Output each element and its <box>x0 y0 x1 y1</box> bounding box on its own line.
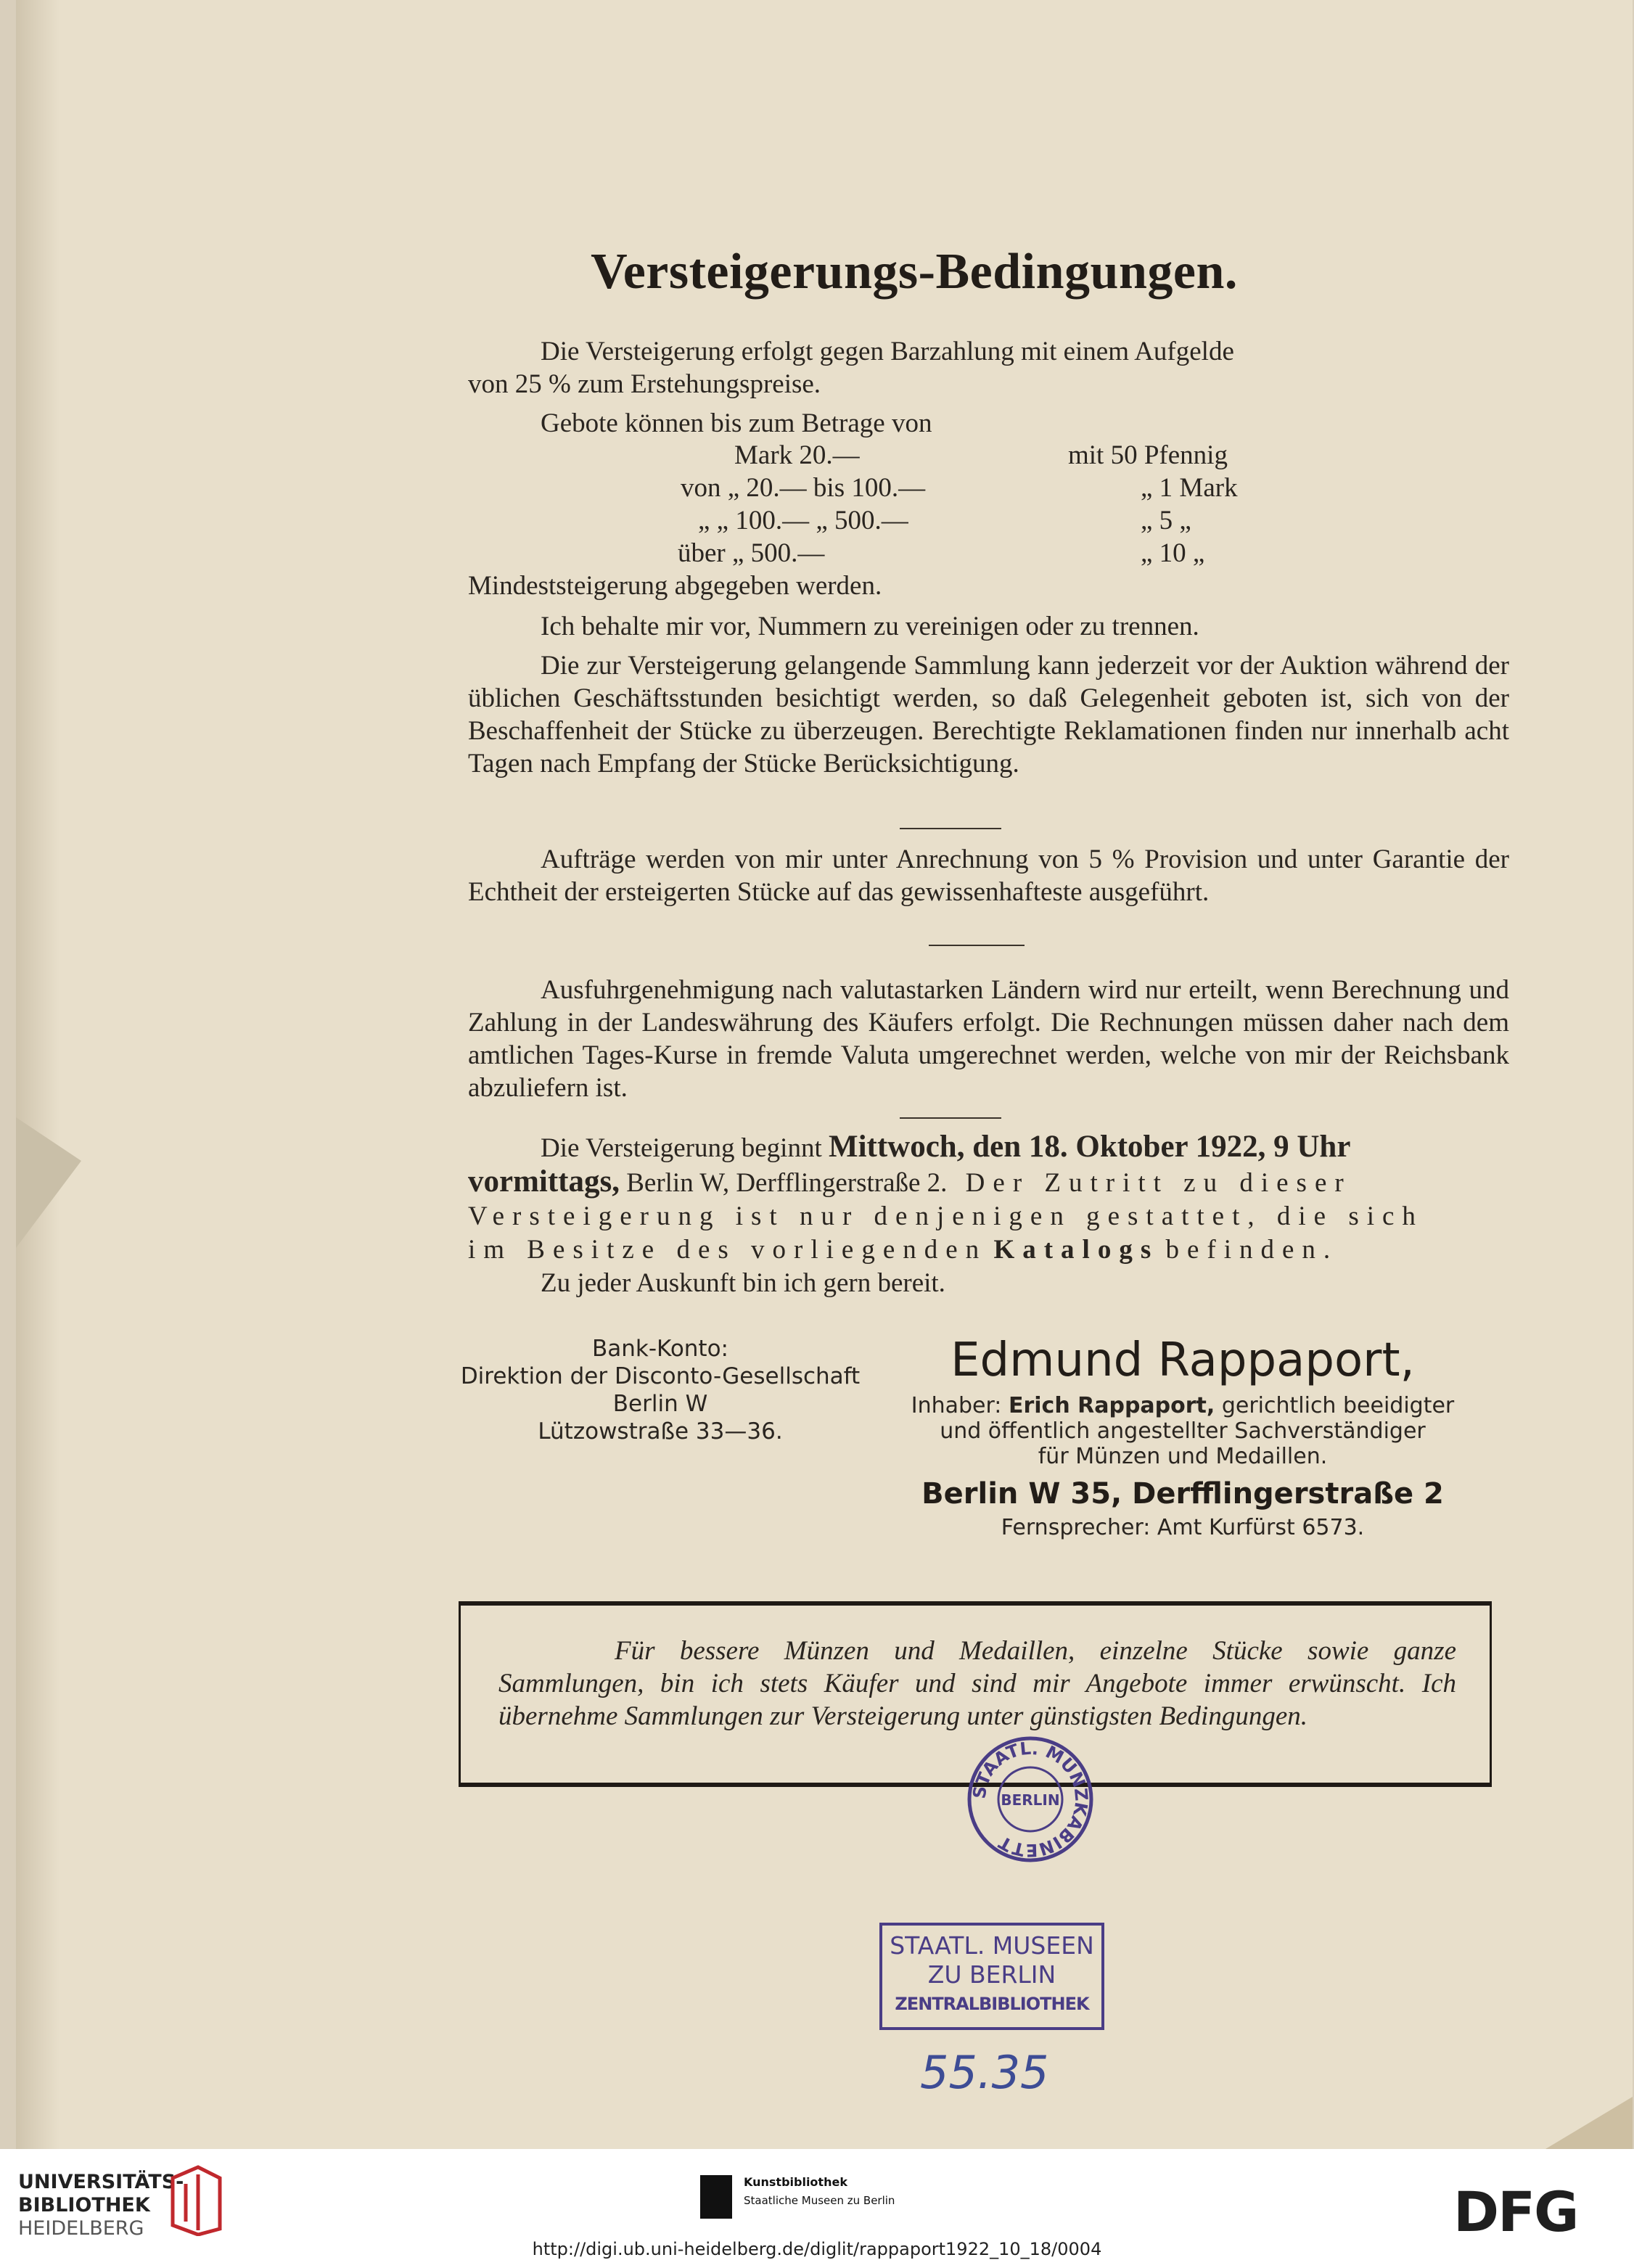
gebote-outro: Mindeststeigerung abgegeben werden. <box>468 571 882 601</box>
muenzkabinett-stamp-icon <box>965 1734 1096 1865</box>
intro-paragraph <box>468 335 1509 400</box>
firm-address: Berlin W 35, Derfflingerstraße 2 <box>921 1477 1444 1511</box>
bid-row-1-step: mit 50 Pfennig <box>1068 440 1228 470</box>
uni-heidelberg-logo[interactable] <box>18 2171 184 2240</box>
uni-line-3: HEIDELBERG <box>18 2217 144 2240</box>
owner-title-2: und öffentlich angestellter Sachverständiger <box>940 1418 1426 1444</box>
separator-rule <box>900 1117 1001 1119</box>
auction-date: Mittwoch, den 18. Oktober 1922, 9 Uhr <box>828 1130 1351 1164</box>
bank-street: Lützowstraße 33—36. <box>538 1418 783 1445</box>
stamp-rect-line-2: ZU BERLIN <box>927 1960 1056 1989</box>
stamp-rect-line-1: STAATL. MUSEEN <box>890 1931 1094 1960</box>
stamp-center-text: BERLIN <box>1001 1791 1060 1809</box>
intro-line-2: von 25 % zum Erstehungspreise. <box>468 369 821 399</box>
permalink-url[interactable]: http://digi.ub.uni-heidelberg.de/diglit/rappaport1922_10_18/0004 <box>532 2239 1102 2259</box>
firm-phone: Fernsprecher: Amt Kurfürst 6573. <box>1001 1515 1365 1540</box>
uni-library-book-icon <box>165 2164 227 2236</box>
beginn-line-3: Versteigerung ist nur denjenigen gestattet, die sich <box>468 1201 1424 1231</box>
kb-name: Kunstbibliothek <box>744 2175 847 2189</box>
beginn-katalog: Katalogs <box>993 1235 1159 1265</box>
folded-corner <box>1545 2097 1633 2149</box>
auskunft-line: Zu jeder Auskunft bin ich gern bereit. <box>541 1268 945 1298</box>
purchase-notice-text: Für bessere Münzen und Medaillen, einzelne Stücke sowie ganze Sammlungen, bin ich stets Käufer und sind mir Angebote immer erwünscht. Ich übernehme Sammlungen zur Versteigerung unter günstigsten Bedingungen. <box>498 1636 1456 1731</box>
owner-label: Inhaber: <box>911 1393 1002 1418</box>
owner-title: gerichtlich beeidigter <box>1221 1393 1455 1418</box>
vorbehalt-text: Ich behalte mir vor, Nummern zu vereinigen oder zu trennen. <box>541 612 1199 641</box>
paragraph-auftraege: Aufträge werden von mir unter Anrechnung von 5 % Provision und unter Garantie der Echtheit der ersteigerten Stücke auf das gewissenhafteste ausgeführt. <box>468 845 1509 907</box>
dfg-logo[interactable]: DFG <box>1453 2179 1578 2244</box>
beginn-line-2 <box>468 1165 1509 1200</box>
bid-row-4-step: „ 10 „ <box>1141 538 1205 568</box>
owner-specialty: für Münzen und Medaillen. <box>1038 1444 1328 1469</box>
bank-account-block <box>457 1335 863 1445</box>
firm-owner-block <box>878 1393 1487 1469</box>
separator-rule <box>929 945 1025 946</box>
bank-label: Bank-Konto: <box>591 1336 728 1362</box>
owner-name: Erich Rappaport, <box>1008 1393 1215 1418</box>
bid-row-4-range: über „ 500.— <box>678 538 825 568</box>
uni-line-1: UNIVERSITÄTS- <box>18 2171 184 2193</box>
kb-sub: Staatliche Museen zu Berlin <box>744 2194 895 2207</box>
bid-row-1-range: Mark 20.— <box>734 440 860 470</box>
auction-time: vormittags, <box>468 1164 620 1199</box>
beginn-text: Die Versteigerung beginnt <box>541 1133 822 1163</box>
beginn-line-4 <box>468 1233 1509 1267</box>
bank-city: Berlin W <box>612 1391 708 1417</box>
footer-bar <box>0 2149 1634 2268</box>
intro-line-1: Die Versteigerung erfolgt gegen Barzahlung mit einem Aufgelde <box>541 337 1234 366</box>
uni-line-2: BIBLIOTHEK <box>18 2194 150 2216</box>
beginn-besitz: im Besitze des vorliegenden <box>468 1235 988 1265</box>
torn-edge <box>16 1117 81 1248</box>
bid-row-2-range: von „ 20.— bis 100.— <box>681 473 926 503</box>
paragraph-ausfuhr: Ausfuhrgenehmigung nach valutastarken Ländern wird nur erteilt, wenn Berechnung und Zahlung in der Landeswährung des Käufers erfolgt. Die Rechnungen müssen daher nach dem amtlichen Tages-Kurse in fremde Valuta umgerechnet werden, welche von mir der Reichsbank abzuliefern ist. <box>468 975 1509 1103</box>
bid-row-2-step: „ 1 Mark <box>1141 473 1238 503</box>
paragraph-besichtigung: Die zur Versteigerung gelangende Sammlung kann jederzeit vor der Auktion während der üblichen Geschäftsstunden besichtigt werden, so daß Gelegenheit geboten ist, sich von der Beschaffenheit der Stücke zu überzeugen. Berechtigte Reklamationen finden nur innerhalb acht Tagen nach Empfang der Stücke Berücksichtigung. <box>468 651 1509 778</box>
stamp-ring-text: STAATL. MÜNZKABINETT <box>969 1738 1092 1861</box>
kunstbibliothek-icon <box>700 2175 732 2219</box>
gebote-intro: Gebote können bis zum Betrage von <box>541 408 932 438</box>
firm-owner-line <box>878 1393 1487 1418</box>
paragraph-beginn <box>468 1130 1509 1300</box>
page-title: Versteigerungs-Bedingungen. <box>591 244 1238 300</box>
paragraph-vorbehalt <box>468 610 1509 643</box>
bid-row-3-range: „ „ 100.— „ 500.— <box>698 506 908 535</box>
kunstbibliothek-logo[interactable] <box>700 2175 925 2219</box>
beginn-befinden: befinden. <box>1165 1235 1339 1265</box>
bank-name: Direktion der Disconto-Gesellschaft <box>460 1363 861 1389</box>
bid-row-3-step: „ 5 „ <box>1141 506 1191 535</box>
beginn-line-1 <box>468 1130 1509 1165</box>
beginn-access: Der Zutritt zu dieser <box>965 1168 1352 1198</box>
museen-library-stamp <box>879 1923 1104 2030</box>
auction-venue: Berlin W, Derfflingerstraße 2. <box>626 1168 948 1198</box>
firm-name: Edmund Rappaport, <box>951 1334 1415 1387</box>
stamp-rect-line-3: ZENTRALBIBLIOTHEK <box>895 1994 1089 2014</box>
separator-rule <box>900 828 1001 829</box>
shelfmark: 55.35 <box>920 2046 1049 2099</box>
